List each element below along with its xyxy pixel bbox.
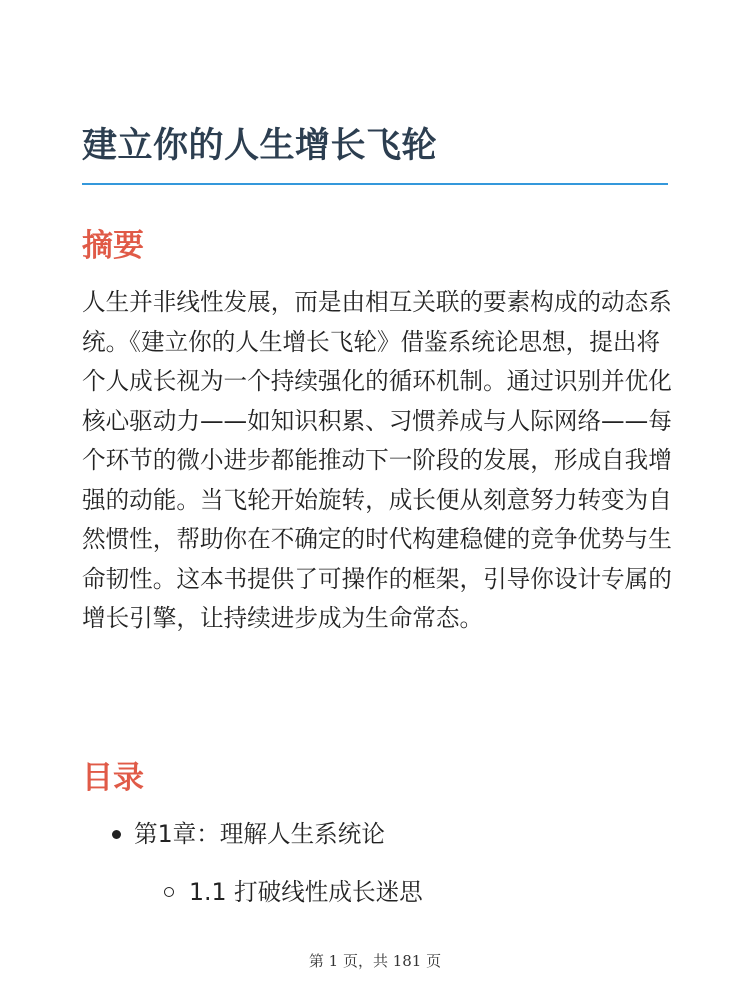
bullet-circle-icon (164, 887, 174, 897)
page-title: 建立你的人生增长飞轮 (82, 126, 438, 166)
page-footer: 第 1 页，共 181 页 (308, 952, 442, 970)
toc-item-chapter-1[interactable] (82, 814, 668, 854)
abstract-text: 人生并非线性发展，而是由相互关联的要素构成的动态系统。《建立你的人生增长飞轮》借鉴系统论思想，提出将个人成长视为一个持续强化的循环机制。通过识别并优化核心驱动力——如知识积累、习惯养成与人际网络——每个环节的微小进步都能推动下一阶段的发展，形成自我增强的动能。当飞轮开始旋转，成长便从刻意努力转变为自然惯性，帮助你在不确定的时代构建稳健的竞争优势与生命韧性。这本书提供了可操作的框架，引导你设计专属的增长引擎，让持续进步成为生命常态。 (82, 288, 672, 632)
toc-item-label: 1.1 打破线性成长迷思 (189, 878, 423, 906)
bullet-disc-icon (112, 830, 121, 839)
table-of-contents (82, 814, 668, 912)
toc-item-label: 第1章：理解人生系统论 (134, 820, 385, 848)
title-divider (82, 183, 668, 185)
toc-heading: 目录 (82, 760, 144, 796)
abstract-heading: 摘要 (82, 228, 144, 264)
toc-item-section-1-1[interactable] (82, 872, 668, 912)
